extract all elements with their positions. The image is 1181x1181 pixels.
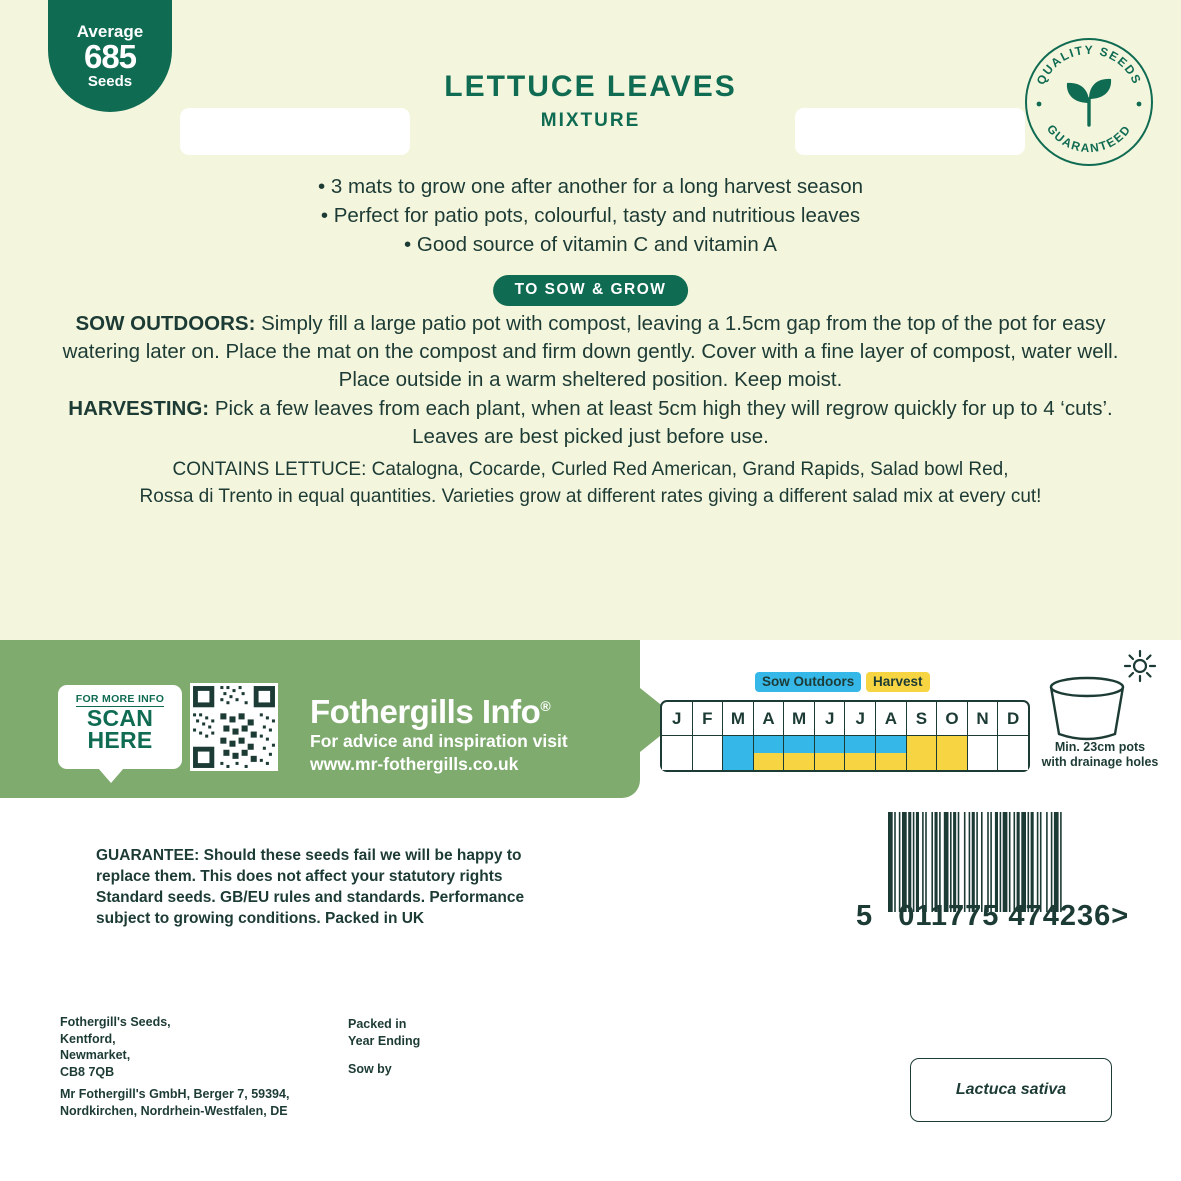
- year-ending-label: Year Ending: [348, 1033, 421, 1048]
- calendar-month-letter: M: [723, 702, 753, 736]
- contains-paragraph: [60, 456, 1121, 510]
- sun-icon: [1125, 651, 1155, 681]
- scan-here-card: [58, 685, 182, 769]
- calendar-month-bar: [937, 736, 967, 770]
- calendar-tag-harvest: Harvest: [866, 672, 930, 692]
- calendar-month-letter: J: [662, 702, 692, 736]
- calendar-tag-sow: Sow Outdoors: [755, 672, 861, 692]
- packed-info: [348, 1016, 548, 1078]
- svg-text:GUARANTEED: GUARANTEED: [1044, 121, 1134, 156]
- harvesting-paragraph: [60, 395, 1121, 451]
- scan-here-small-label: FOR MORE INFO: [75, 693, 165, 705]
- barcode-icon: [888, 812, 1133, 912]
- fothergills-info-line-1: For advice and inspiration visit: [310, 731, 568, 751]
- calendar-month-letter: M: [784, 702, 814, 736]
- scan-here-line-2: HERE: [87, 727, 153, 753]
- pot-note-line-1: Min. 23cm pots: [1054, 740, 1146, 754]
- sow-by-label: Sow by: [348, 1062, 392, 1076]
- calendar-month-bar: [784, 736, 814, 770]
- page-subtitle: MIXTURE: [540, 110, 641, 131]
- guarantee-line-3: Standard seeds. GB/EU rules and standards. Performance: [96, 889, 525, 906]
- address-line-3: Newmarket,: [60, 1048, 131, 1062]
- fothergills-info-title: [310, 688, 568, 730]
- company-address: [60, 1014, 360, 1080]
- calendar-month-bar: [754, 736, 784, 770]
- calendar-month-s-8: [907, 702, 938, 770]
- calendar-month-m-4: [784, 702, 815, 770]
- sowing-calendar: [660, 700, 1030, 772]
- harvesting-text: Pick a few leaves from each plant, when at least 5cm high they will regrow quickly for up to 4 ‘cuts’. Leaves are best picked just before use.: [209, 397, 1113, 448]
- calendar-month-m-2: [723, 702, 754, 770]
- bullet-item: • Good source of vitamin C and vitamin A: [404, 233, 777, 256]
- address-eu-line-2: Nordkirchen, Nordrhein-Westfalen, DE: [60, 1103, 288, 1118]
- address-line-4: CB8 7QB: [60, 1064, 115, 1079]
- guarantee-line-2: replace them. This does not affect your statutory rights: [96, 868, 503, 885]
- address-line-1: Fothergill's Seeds,: [60, 1015, 171, 1029]
- contains-line-1: CONTAINS LETTUCE: Catalogna, Cocarde, Curled Red American, Grand Rapids, Salad bowl Red,: [172, 459, 1009, 480]
- calendar-month-bar: [907, 736, 937, 770]
- calendar-month-j-5: [815, 702, 846, 770]
- company-address-eu: [60, 1086, 360, 1119]
- calendar-month-bar: [693, 736, 723, 770]
- bullet-item: • 3 mats to grow one after another for a long harvest season: [317, 175, 864, 198]
- calendar-month-bar: [662, 736, 692, 770]
- contains-line-2: Rossa di Trento in equal quantities. Varieties grow at different rates giving a different salad mix at every cut!: [139, 486, 1042, 507]
- bullet-item: • Perfect for patio pots, colourful, tasty and nutritious leaves: [320, 204, 861, 227]
- qr-code-icon[interactable]: [190, 683, 278, 771]
- barcode-lead-digit: 5: [856, 900, 874, 932]
- calendar-month-letter: F: [693, 702, 723, 736]
- calendar-month-a-3: [754, 702, 785, 770]
- calendar-month-letter: D: [998, 702, 1028, 736]
- calendar-month-f-1: [693, 702, 724, 770]
- seed-count-average-label: Average: [76, 21, 144, 41]
- calendar-month-bar: [815, 736, 845, 770]
- calendar-month-o-9: [937, 702, 968, 770]
- to-sow-and-grow-banner: TO SOW & GROW: [493, 275, 689, 306]
- calendar-month-n-10: [968, 702, 999, 770]
- fothergills-info-block: [310, 688, 568, 776]
- svg-text:QUALITY SEEDS: QUALITY SEEDS: [1033, 42, 1145, 87]
- sow-outdoors-paragraph: [60, 310, 1121, 394]
- calendar-month-letter: J: [845, 702, 875, 736]
- calendar-month-j-6: [845, 702, 876, 770]
- feature-bullets: [0, 172, 1181, 259]
- guarantee-text: [96, 845, 616, 929]
- calendar-month-letter: N: [968, 702, 998, 736]
- calendar-month-j-0: [662, 702, 693, 770]
- seed-count-seeds-label: Seeds: [87, 72, 133, 90]
- packed-in-label: Packed in: [348, 1017, 407, 1031]
- calendar-month-bar: [876, 736, 906, 770]
- sow-outdoors-text: Simply fill a large patio pot with compost, leaving a 1.5cm gap from the top of the pot for easy watering later on. Place the mat on the compost and firm down gently. Cover with a fine layer of compost, water well. Place outside in a warm sheltered position. Keep moist.: [62, 312, 1119, 391]
- calendar-month-letter: J: [815, 702, 845, 736]
- calendar-month-bar: [845, 736, 875, 770]
- barcode-main-digits: 011775 474236: [898, 900, 1112, 932]
- harvesting-heading: HARVESTING:: [68, 397, 210, 420]
- calendar-month-bar: [723, 736, 753, 770]
- barcode-trail: >: [1111, 900, 1130, 932]
- guarantee-line-1: GUARANTEE: Should these seeds fail we will be happy to: [96, 847, 522, 864]
- fothergills-info-title-text: Fothergills Info: [310, 693, 541, 730]
- registered-mark: ®: [540, 698, 551, 714]
- barcode-digits: [856, 900, 1156, 933]
- address-eu-line-1: Mr Fothergill's GmbH, Berger 7, 59394,: [60, 1087, 290, 1101]
- address-line-2: Kentford,: [60, 1031, 116, 1046]
- calendar-month-letter: S: [907, 702, 937, 736]
- fothergills-info-url[interactable]: www.mr-fothergills.co.uk: [310, 754, 519, 774]
- calendar-month-d-11: [998, 702, 1028, 770]
- calendar-month-a-7: [876, 702, 907, 770]
- latin-name-box: Lactuca sativa: [910, 1058, 1112, 1122]
- guarantee-line-4: subject to growing conditions. Packed in UK: [96, 910, 425, 927]
- calendar-month-bar: [998, 736, 1028, 770]
- calendar-month-letter: A: [876, 702, 906, 736]
- seed-count-value: 685: [83, 38, 137, 76]
- scan-here-line-1: SCAN: [86, 705, 154, 731]
- calendar-month-letter: A: [754, 702, 784, 736]
- calendar-month-letter: O: [937, 702, 967, 736]
- page-title: LETTUCE LEAVES: [444, 70, 737, 103]
- calendar-month-bar: [968, 736, 998, 770]
- pot-note-line-2: with drainage holes: [1041, 755, 1159, 769]
- pot-note: [1025, 740, 1175, 770]
- sow-outdoors-heading: SOW OUTDOORS:: [75, 312, 256, 335]
